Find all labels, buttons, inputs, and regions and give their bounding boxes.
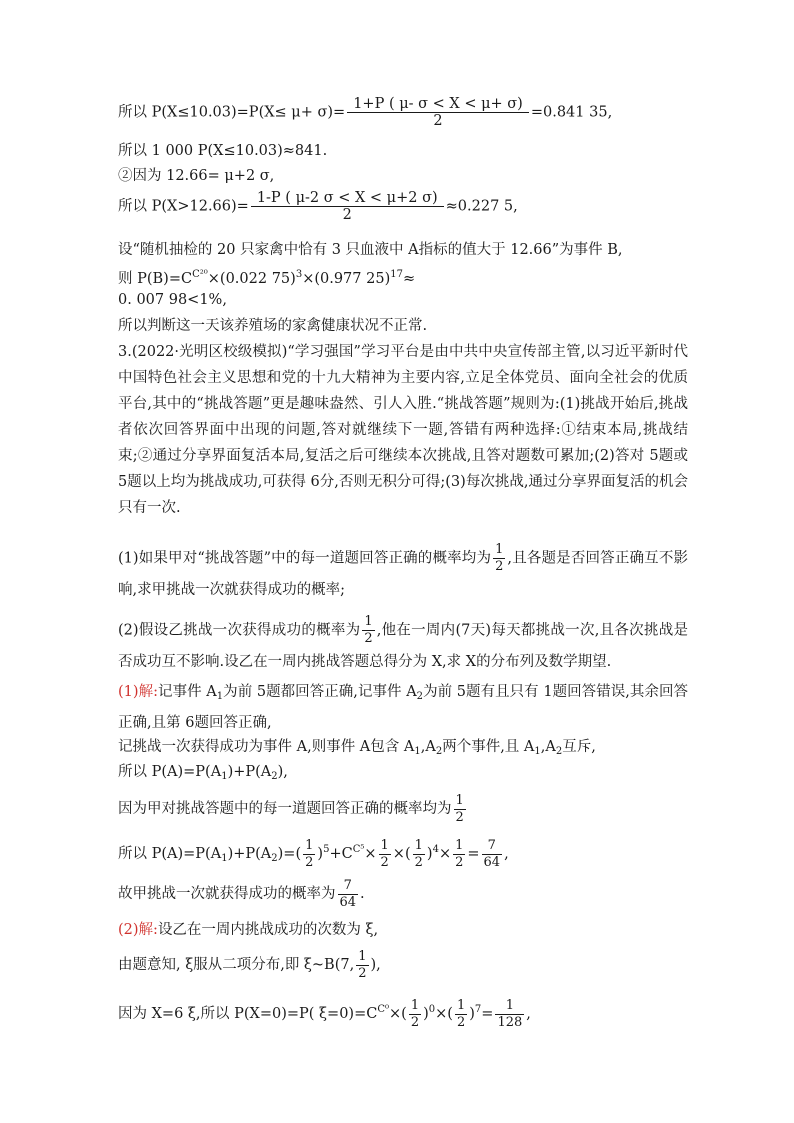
denominator: 2 [364,631,373,646]
solution-pa-sum [118,762,288,787]
exponent: 3 [295,269,303,280]
numerator: 1-P ( μ-2 σ < X < μ+2 σ) [256,190,438,206]
subscript: 1 [534,746,541,757]
text: 为前 5题都回答正确,记事件 A [223,684,417,700]
text: ) [469,1006,475,1022]
text: ), [370,957,381,973]
solution-pa-calc [118,830,509,879]
subscript: 1 [221,853,228,864]
text: ,A [420,739,436,755]
line-12-66: ②因为 12.66= μ+2 σ, [118,168,275,184]
solution-2-intro [118,920,378,940]
text: × [438,846,452,862]
line-1000-p: 所以 1 000 P(X≤10.03)≈841. [118,143,328,159]
fraction-half [303,838,315,871]
fraction-half [413,838,425,871]
denominator: 2 [347,112,529,129]
solution-binomial [118,947,381,983]
denominator: 128 [497,1014,523,1030]
text: ×( [389,1006,407,1022]
text: 记事件 A [158,684,217,700]
exponent: 4 [432,844,439,855]
fraction-7-64 [338,878,359,911]
text: 所以 P(X≤10.03)=P(X≤ μ+ σ)= [118,104,346,121]
combo-sup: C⁵ [352,844,365,855]
text: 为前 5题有且只有 1题回答错误,其余回答正确,且第 6题回答正确, [118,684,688,731]
numerator: 1 [495,542,504,557]
text: 所以 P(X>12.66)= [118,198,249,215]
text: × [364,846,377,862]
subscript: 2 [555,746,563,757]
subscript: 2 [271,771,278,782]
fraction-half [454,793,466,826]
denominator: 2 [414,854,423,870]
subscript: 1 [221,771,228,782]
fraction-half [455,998,467,1031]
text: 所以 P(A)=P(A [118,764,222,780]
text: )+P(A [227,846,272,862]
fraction [347,96,529,129]
text: +C [329,846,353,862]
text: 则 P(B)=C [118,271,193,287]
fraction [251,190,444,223]
text: ,他在一周内(7天)每天都挑战一次,且各次挑战是否成功互不影响.设乙在一周内挑战答题总得分为 X,求 X的分布列及数学期望. [118,622,688,670]
text: 所以 P(A)=P(A [118,846,222,862]
fraction-half [356,949,368,982]
denominator: 64 [339,894,357,910]
exponent: 5 [323,844,330,855]
line-conclusion: 所以判断这一天该养殖场的家禽健康状况不正常. [118,318,428,334]
denominator: 2 [455,809,464,825]
numerator: 1 [455,837,464,853]
exponent: 17 [390,269,403,280]
denominator: 2 [410,1014,420,1030]
text: , [526,1006,531,1022]
line-result: 0. 007 98<1%, [118,292,227,308]
fraction-half [409,998,421,1031]
subscript: 2 [435,746,443,757]
numerator: 1 [505,997,514,1013]
numerator: 1 [455,792,464,808]
numerator: 1 [364,614,373,629]
combo-sup: C²⁰ [192,269,208,280]
text: 由题意知, ξ服从二项分布,即 ξ~B(7, [118,957,355,973]
text: 因为甲对挑战答题中的每一道题回答正确的概率均为 [118,801,452,817]
text: , [504,846,509,862]
denominator: 64 [483,854,501,870]
text: )+P(A [227,764,272,780]
fraction-7-64 [482,838,503,871]
text: ×(0.022 75) [207,271,296,287]
denominator: 2 [251,206,444,223]
numerator: 1 [410,997,420,1013]
text: ≈0.227 5, [445,198,518,215]
numerator: 1 [305,837,314,853]
text: 记挑战一次获得成功为事件 A,则事件 A包含 A [118,739,415,755]
line-p-b [118,265,415,289]
solution-1-intro [118,679,688,736]
denominator: 2 [380,854,389,870]
solution-p-x-0 [118,990,531,1034]
fraction-half [453,838,465,871]
text: ) [423,1006,429,1022]
fraction-half [379,838,391,871]
fraction-half [493,542,505,575]
denominator: 2 [305,854,314,870]
denominator: 2 [456,1014,466,1030]
solution-1-answer: 故甲挑战一次就获得成功的概率为 $\frac{7}{64}$ . [118,877,365,910]
text: ,且各题是否回答正确互不影响,求甲挑战一次就获得成功的概率; [118,550,688,598]
line-p-x-le-10-03 [118,96,612,129]
text: ), [277,764,288,780]
numerator: 1+P ( μ- σ < X < μ+ σ) [353,96,523,112]
combo-sup: C⁰ [377,1004,389,1015]
solution-prob-half [118,792,468,826]
text: ≈ [402,271,416,287]
text: ) [426,846,433,862]
denominator: 2 [495,559,504,574]
text: ) [317,846,324,862]
text: )=( [277,846,302,862]
text: 互斥, [562,739,596,755]
text: (1)如果甲对“挑战答题”中的每一道题回答正确的概率均为 [118,550,492,567]
text: =0.841 35, [530,104,613,121]
subscript: 2 [271,853,278,864]
fraction-1-128 [495,998,524,1031]
problem-3-text: 3.(2022·光明区校级模拟)“学习强国”学习平台是由中共中央宣传部主管,以习近平新时代中国特色社会主义思想和党的十九大精神为主要内容,立足全体党员、面向全社会的优质平台,其中的“挑战答题”更是趣味盎然、引人入胜.“挑战答题”规则为:(1)挑战开始后,挑战者依次回答界面中出现的问题,答对就继续下一题,答错有两种选择:①结束本局,挑战结束;②通过分享界面复活本局,复活之后可继续本次挑战,且答对题数可累加;(2)答对 5题或 5题以上均为挑战成功,可获得 6分,否则无积分可得;(3)每次挑战,通过分享界面复活的机会只有一次. [118,344,688,516]
numerator: 7 [343,877,352,893]
text: 故甲挑战一次就获得成功的概率为 [118,886,336,902]
subscript: 1 [414,746,421,757]
text: ×( [435,1006,453,1022]
denominator: 2 [358,965,367,981]
solution-event-a [118,737,596,762]
exponent: 0 [428,1004,436,1015]
numerator: 1 [380,837,389,853]
denominator: 2 [455,854,464,870]
numerator: 7 [487,837,496,853]
solution-label: (1)解: [118,684,158,700]
solution-label: (2)解: [118,922,158,938]
numerator: 1 [414,837,423,853]
text: ×( [392,846,411,862]
text: = [481,1006,494,1022]
question-2 [118,614,688,677]
line-event-b: 设“随机抽检的 20 只家禽中恰有 3 只血液中 A指标的值大于 12.66”为事件 B, [118,242,623,258]
subscript: 1 [216,691,224,702]
text: 设乙在一周内挑战成功的次数为 ξ, [157,922,379,938]
numerator: 1 [456,997,466,1013]
numerator: 1 [358,948,367,964]
text: ×(0.977 25) [302,271,391,287]
question-1 [118,542,688,605]
exponent: 7 [474,1004,482,1015]
fraction-half [362,614,374,647]
text: ,A [540,739,556,755]
text: 因为 X=6 ξ,所以 P(X=0)=P( ξ=0)=C [118,1006,378,1022]
text: 两个事件,且 A [442,739,535,755]
subscript: 2 [416,691,424,702]
text: (2)假设乙挑战一次获得成功的概率为 [118,622,361,639]
text: = [467,846,480,862]
line-p-x-gt-12-66 [118,190,518,223]
